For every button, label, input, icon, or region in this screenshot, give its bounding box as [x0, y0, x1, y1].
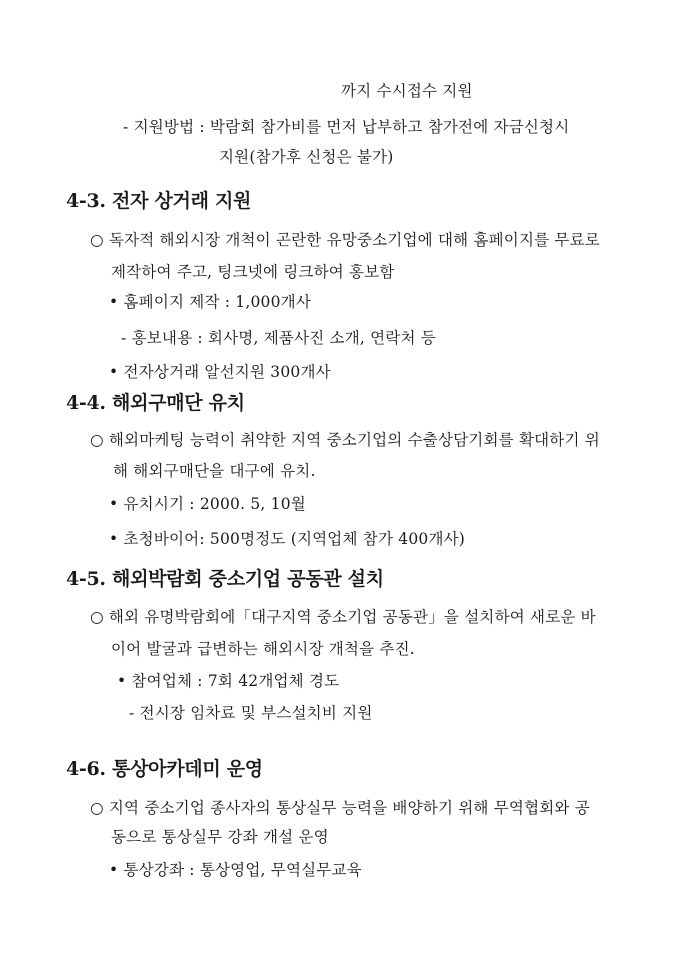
section-4-3-bullet-2: • 전자상거래 알선지원 300개사: [109, 363, 331, 381]
intro-line-1: 까지 수시접수 지원: [341, 82, 473, 100]
section-4-5-paragraph-line-1: ○ 해외 유명박람회에「대구지역 중소기업 공동관」을 설치하여 새로운 바: [90, 608, 596, 626]
section-4-3-sub-item-1: - 홍보내용 : 회사명, 제품사진 소개, 연락처 등: [121, 329, 436, 347]
section-4-5-sub-item-1: - 전시장 임차료 및 부스설치비 지원: [129, 704, 373, 722]
section-4-4-paragraph-line-2: 해 해외구매단을 대구에 유치.: [113, 462, 316, 480]
section-4-5-bullet-1: • 참여업체 : 7회 42개업체 경도: [117, 672, 340, 690]
section-4-5-paragraph-line-2: 이어 발굴과 급변하는 해외시장 개척을 추진.: [111, 640, 415, 658]
intro-line-2: - 지원방법 : 박람회 참가비를 먼저 납부하고 참가전에 자금신청시: [123, 118, 570, 136]
section-4-3-paragraph-line-2: 제작하여 주고, 팅크넷에 링크하여 홍보함: [111, 263, 395, 281]
section-4-6-bullet-1: • 통상강좌 : 통상영업, 무역실무교육: [109, 861, 362, 879]
section-4-3-bullet-1: • 홈페이지 제작 : 1,000개사: [109, 293, 312, 311]
section-heading-4-6: 4-6. 통상아카데미 운영: [66, 758, 263, 780]
section-4-6-paragraph-line-1: ○ 지역 중소기업 종사자의 통상실무 능력을 배양하기 위해 무역협회와 공: [90, 799, 590, 817]
section-4-3-paragraph-line-1: ○ 독자적 해외시장 개척이 곤란한 유망중소기업에 대해 홈페이지를 무료로: [90, 231, 600, 249]
section-heading-4-5: 4-5. 해외박람회 중소기업 공동관 설치: [66, 568, 384, 590]
section-heading-4-4: 4-4. 해외구매단 유치: [66, 392, 245, 414]
intro-line-3: 지원(참가후 신청은 불가): [219, 148, 394, 166]
section-4-6-paragraph-line-2: 동으로 통상실무 강좌 개설 운영: [111, 828, 329, 846]
section-4-4-bullet-1: • 유치시기 : 2000. 5, 10월: [109, 495, 306, 513]
section-heading-4-3: 4-3. 전자 상거래 지원: [66, 190, 252, 212]
section-4-4-paragraph-line-1: ○ 해외마케팅 능력이 취약한 지역 중소기업의 수출상담기회를 확대하기 위: [90, 431, 600, 449]
section-4-4-bullet-2: • 초청바이어: 500명정도 (지역업체 참가 400개사): [109, 530, 466, 548]
